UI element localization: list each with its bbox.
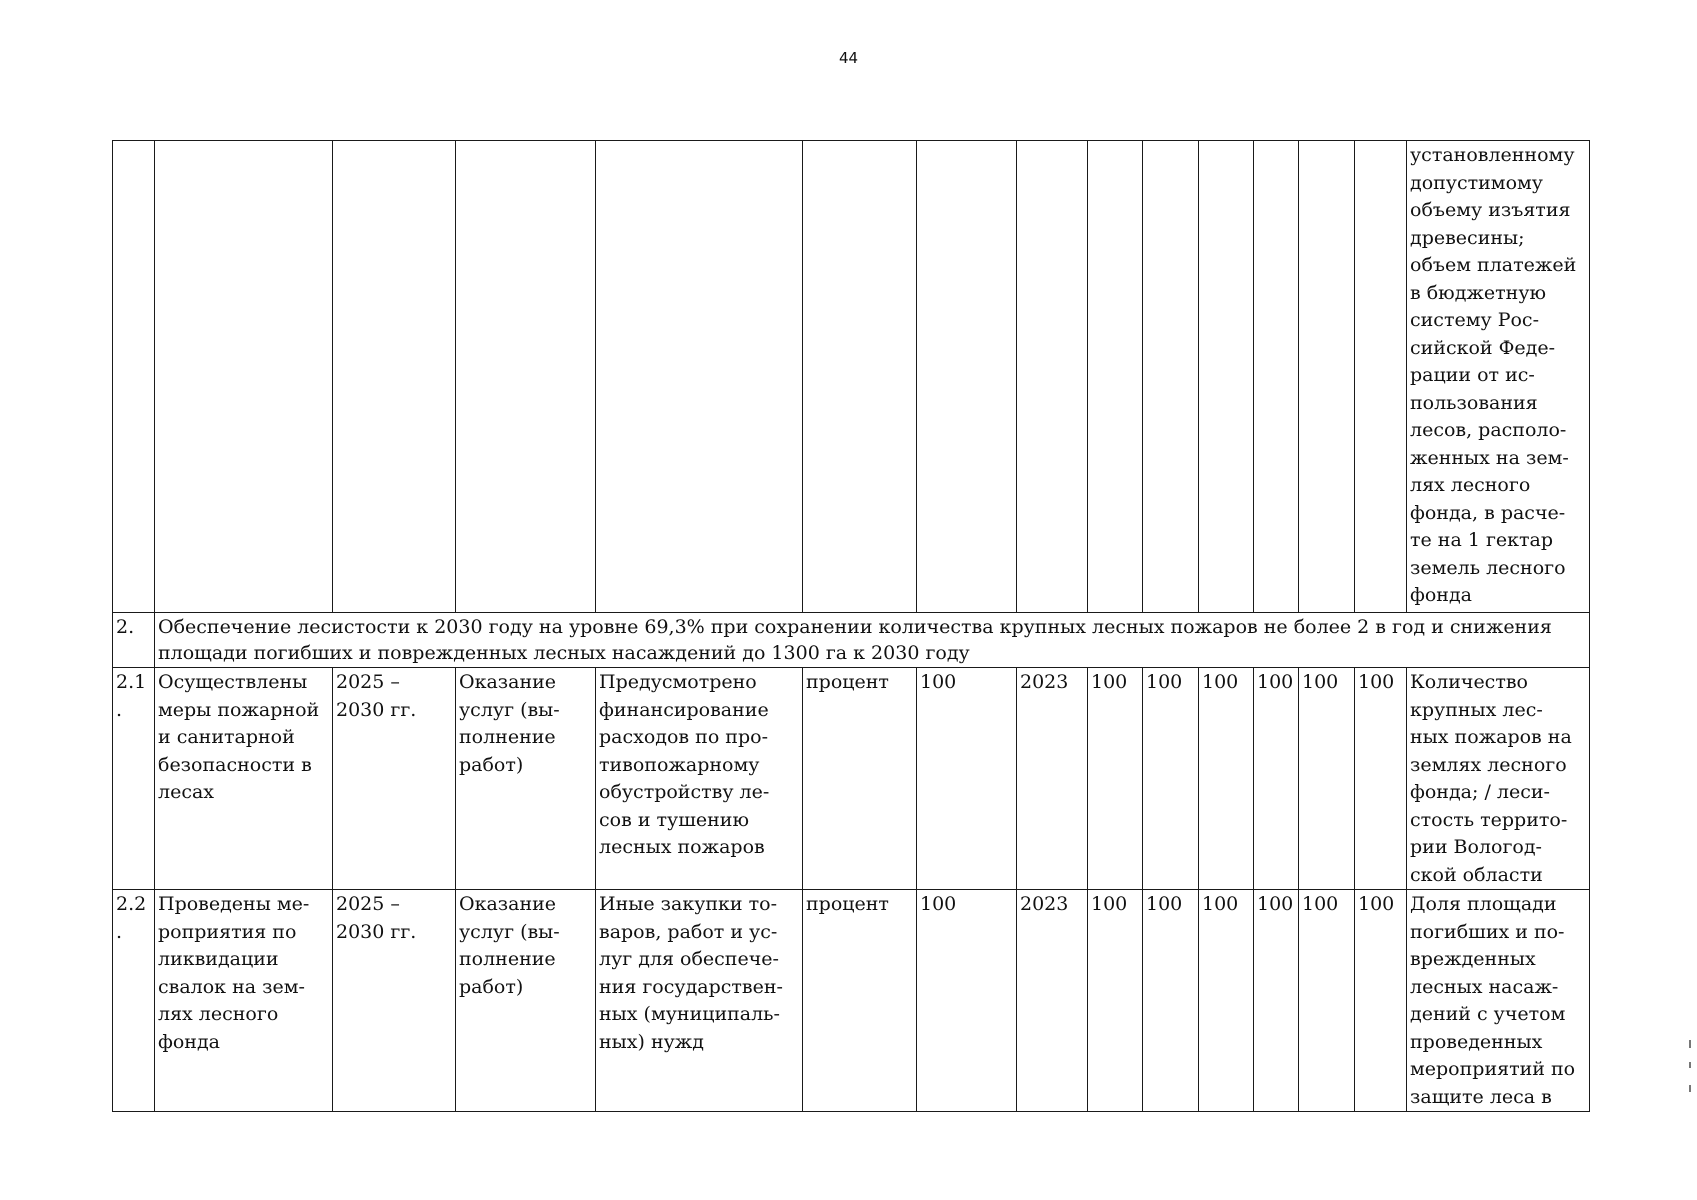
- table-row: [113, 141, 1590, 613]
- cell-description: Предусмотрено финансирование расходов по про- тивопожарному обустройству ле- сов и тушению лесных пожаров: [596, 668, 803, 890]
- cell-unit: процент: [803, 668, 917, 890]
- cell-base-year: 2023: [1017, 890, 1088, 1112]
- cell-num: [113, 141, 155, 613]
- cell-unit: [803, 141, 917, 613]
- cell-y2026: [1143, 141, 1199, 613]
- cell-y2027: 100: [1199, 668, 1254, 890]
- scan-mark: [1689, 1085, 1691, 1092]
- cell-y2029: 100: [1299, 668, 1355, 890]
- cell-base-value: 100: [917, 890, 1017, 1112]
- cell-num: 2.2.: [113, 890, 155, 1112]
- section-title: Обеспечение лесистости к 2030 году на уровне 69,3% при сохранении количества крупных лесных пожаров не более 2 в год и снижения площади погибших и поврежденных лесных насаждений до 1300 га к 2030 году: [155, 613, 1590, 668]
- cell-y2030: 100: [1355, 890, 1407, 1112]
- cell-measure: [155, 141, 333, 613]
- section-num: 2.: [113, 613, 155, 668]
- cell-base-value: 100: [917, 668, 1017, 890]
- cell-y2027: 100: [1199, 890, 1254, 1112]
- cell-base-value: [917, 141, 1017, 613]
- cell-y2028: 100: [1254, 890, 1299, 1112]
- cell-y2028: [1254, 141, 1299, 613]
- cell-period: 2025 – 2030 гг.: [333, 890, 456, 1112]
- scan-mark: [1689, 1062, 1691, 1068]
- cell-num: 2.1.: [113, 668, 155, 890]
- cell-description: Иные закупки то- варов, работ и ус- луг для обеспече- ния государствен- ных (муниципаль- ных) нужд: [596, 890, 803, 1112]
- cell-y2025: 100: [1088, 890, 1143, 1112]
- cell-measure: Проведены ме- роприятия по ликвидации свалок на зем- лях лесного фонда: [155, 890, 333, 1112]
- cell-type: [456, 141, 596, 613]
- cell-base-year: [1017, 141, 1088, 613]
- cell-y2027: [1199, 141, 1254, 613]
- cell-description: [596, 141, 803, 613]
- cell-unit: процент: [803, 890, 917, 1112]
- cell-period: 2025 – 2030 гг.: [333, 668, 456, 890]
- cell-y2028: 100: [1254, 668, 1299, 890]
- table-row: [113, 668, 1590, 890]
- cell-y2030: 100: [1355, 668, 1407, 890]
- cell-y2025: [1088, 141, 1143, 613]
- cell-period: [333, 141, 456, 613]
- table-row: [113, 890, 1590, 1112]
- cell-y2029: 100: [1299, 890, 1355, 1112]
- scan-mark: [1689, 1040, 1691, 1048]
- cell-link: установленному допустимому объему изъятия древесины; объем платежей в бюджетную систему Рос- сийской Феде- рации от ис- пользования лесов, располо- женных на зем- лях лесного фонда, в расче- те на 1 гектар земель лесного фонда: [1407, 141, 1590, 613]
- cell-type: Оказание услуг (вы- полнение работ): [456, 668, 596, 890]
- cell-y2026: 100: [1143, 890, 1199, 1112]
- cell-y2025: 100: [1088, 668, 1143, 890]
- cell-y2030: [1355, 141, 1407, 613]
- program-table: [112, 140, 1590, 1112]
- section-row: [113, 613, 1590, 668]
- cell-y2026: 100: [1143, 668, 1199, 890]
- cell-y2029: [1299, 141, 1355, 613]
- cell-measure: Осуществлены меры пожарной и санитарной безопасности в лесах: [155, 668, 333, 890]
- page-number: 44: [838, 49, 859, 67]
- cell-type: Оказание услуг (вы- полнение работ): [456, 890, 596, 1112]
- cell-base-year: 2023: [1017, 668, 1088, 890]
- cell-link: Доля площади погибших и по- врежденных лесных насаж- дений с учетом проведенных мероприятий по защите леса в: [1407, 890, 1590, 1112]
- cell-link: Количество крупных лес- ных пожаров на землях лесного фонда; / леси- стость террито- рии Вологод- ской области: [1407, 668, 1590, 890]
